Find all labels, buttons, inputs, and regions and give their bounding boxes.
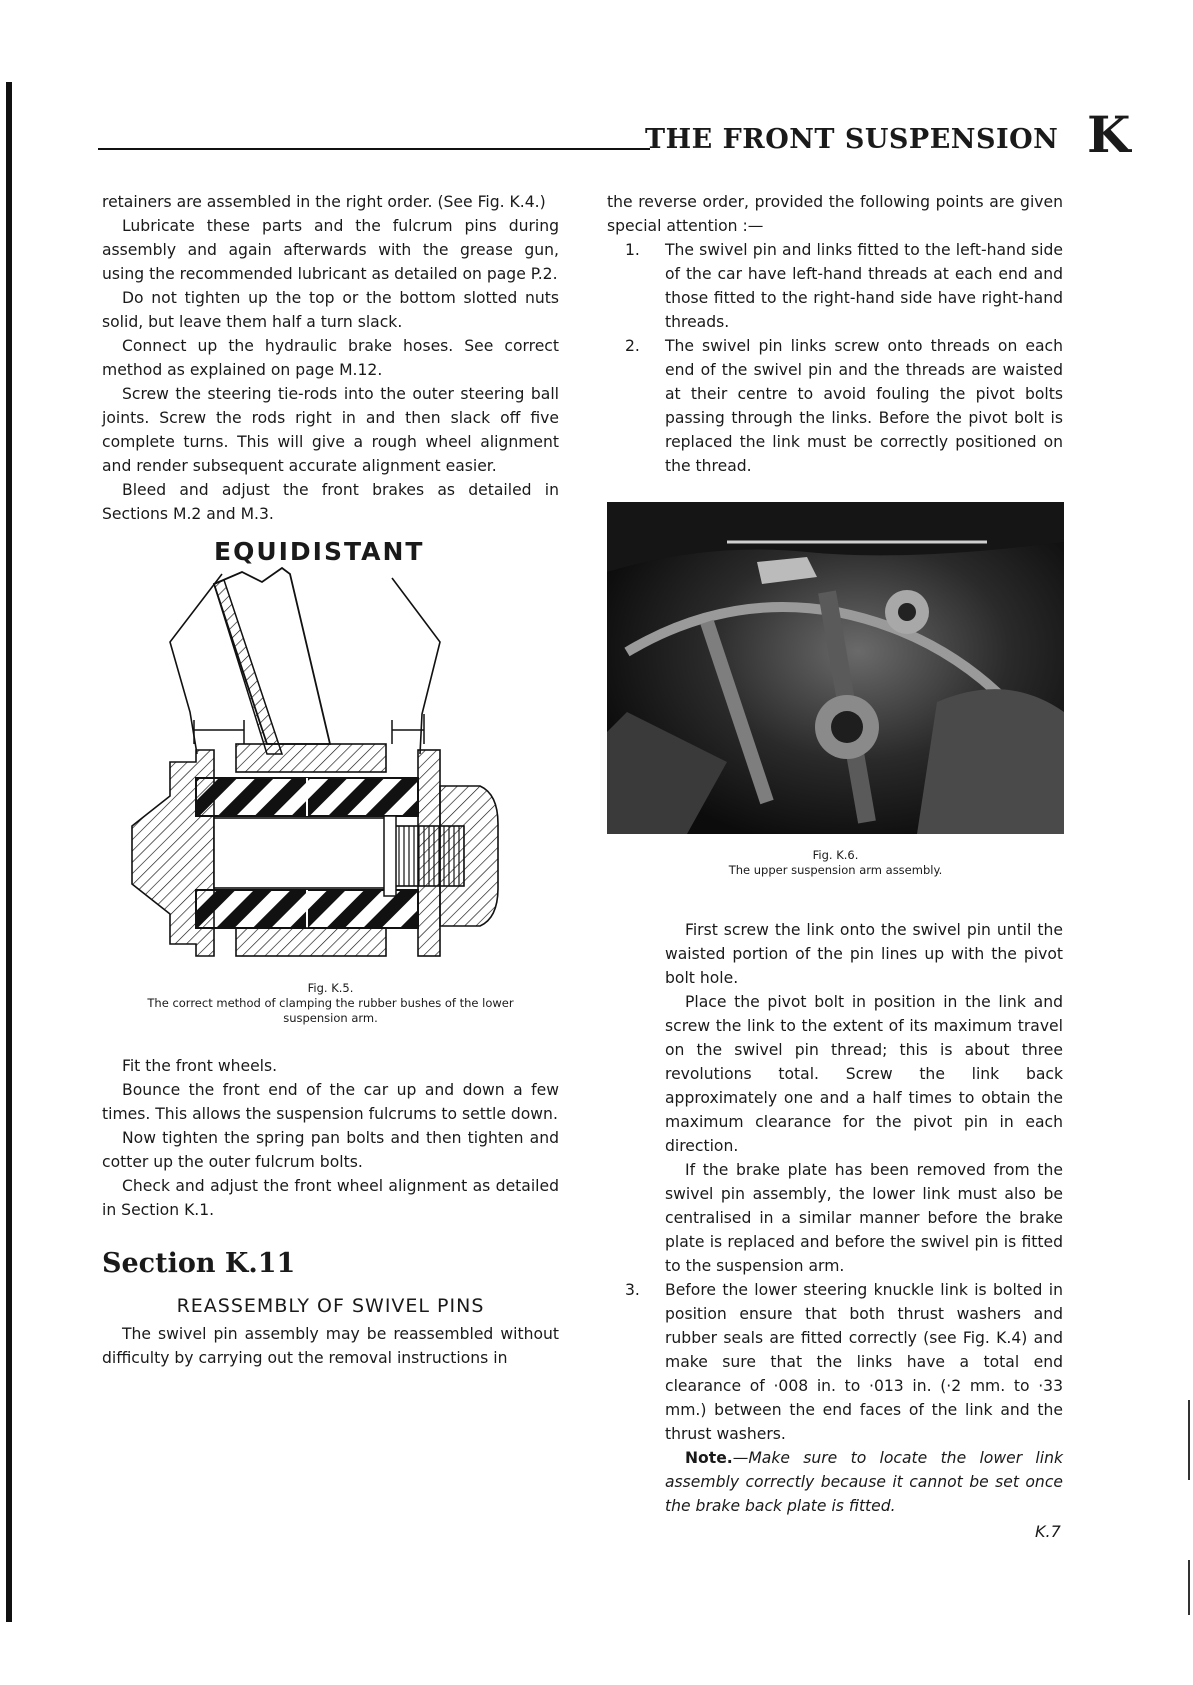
paragraph: Bounce the front end of the car up and down a few times. This allows the suspension fulcrums to settle down.	[102, 1081, 559, 1123]
section-letter: K	[1087, 105, 1131, 164]
paragraph: Screw the steering tie-rods into the outer steering ball joints. Screw the rods right in and then slack off five complete turns. This will give a rough wheel alignment and render subsequent accurate alignment easier.	[102, 385, 559, 475]
upper-suspension-arm-photo	[607, 502, 1064, 834]
figure-label: EQUIDISTANT	[214, 537, 425, 566]
edge-mark	[1188, 1400, 1190, 1480]
figure-k5	[102, 537, 559, 1026]
paragraph: If the brake plate has been removed from the swivel pin assembly, the lower link must also be centralised in a similar manner before the brake plate is replaced and before the swivel pin is fitted to the suspension arm.	[665, 1161, 1063, 1275]
paragraph: the reverse order, provided the following points are given special attention :—	[607, 193, 1063, 235]
figure-caption: The upper suspension arm assembly.	[728, 863, 943, 877]
paragraph: Now tighten the spring pan bolts and then tighten and cotter up the outer fulcrum bolts.	[102, 1129, 559, 1171]
figure-caption-number: Fig. K.5.	[307, 981, 354, 995]
list-number: 2.	[625, 337, 640, 355]
list-number: 3.	[625, 1281, 640, 1299]
paragraph: Fit the front wheels.	[122, 1057, 278, 1075]
right-column-continued	[607, 918, 1063, 1518]
item2-continuation	[607, 918, 1063, 1278]
note-label: Note.	[685, 1449, 733, 1467]
figure-caption-number: Fig. K.6.	[812, 848, 859, 862]
binding-line	[6, 82, 12, 1622]
note	[607, 1446, 1063, 1518]
list-number: 1.	[625, 241, 640, 259]
list-item	[607, 1278, 1063, 1446]
figure-caption: The correct method of clamping the rubber bushes of the lower suspension arm.	[147, 996, 514, 1025]
edge-mark	[1188, 1560, 1190, 1615]
bush-clamping-diagram	[102, 564, 559, 974]
paragraph: Connect up the hydraulic brake hoses. See correct method as explained on page M.12.	[102, 337, 559, 379]
section-heading: Section K.11	[102, 1248, 296, 1279]
paragraph: Lubricate these parts and the fulcrum pins during assembly and again afterwards with the grease gun, using the recommended lubricant as detailed on page P.2.	[102, 217, 559, 283]
list-item	[607, 334, 1063, 478]
list-text: The swivel pin and links fitted to the left-hand side of the car have left-hand threads at each end and those fitted to the right-hand side have right-hand threads.	[665, 241, 1063, 331]
paragraph: Check and adjust the front wheel alignment as detailed in Section K.1.	[102, 1177, 559, 1219]
list-text: Before the lower steering knuckle link is bolted in position ensure that both thrust washers and rubber seals are fitted correctly (see Fig. K.4) and make sure that the links have a total end clearance of ·008 in. to ·013 in. (·2 mm. to ·33 mm.) between the end faces of the link and the thrust washers.	[665, 1281, 1063, 1443]
paragraph: First screw the link onto the swivel pin until the waisted portion of the pin lines up with the pivot bolt hole.	[665, 921, 1063, 987]
sub-heading: REASSEMBLY OF SWIVEL PINS	[176, 1295, 485, 1317]
paragraph: Place the pivot bolt in position in the link and screw the link to the extent of its maximum travel on the swivel pin thread; this is about three revolutions total. Screw the link back approximately one and a half times to obtain the maximum clearance for the pivot pin in each direction.	[665, 993, 1063, 1155]
list-item	[607, 238, 1063, 334]
paragraph: Bleed and adjust the front brakes as detailed in Sections M.2 and M.3.	[102, 481, 559, 523]
after-figure-text	[102, 1054, 559, 1222]
page-title: THE FRONT SUSPENSION	[645, 124, 1059, 155]
paragraph: retainers are assembled in the right order. (See Fig. K.4.)	[102, 193, 546, 211]
right-column	[607, 190, 1063, 478]
figure-k6-caption	[607, 848, 1064, 878]
paragraph: Do not tighten up the top or the bottom slotted nuts solid, but leave them half a turn slack.	[102, 289, 559, 331]
list-text: The swivel pin links screw onto threads on each end of the swivel pin and the threads are waisted at their centre to avoid fouling the pivot bolts passing through the links. Before the pivot bolt is replaced the link must be correctly positioned on the thread.	[665, 337, 1063, 475]
left-column	[102, 190, 559, 1370]
header-rule	[98, 148, 650, 150]
page-number: K.7	[1035, 1522, 1061, 1541]
note-text: —Make sure to locate the lower link assembly correctly because it cannot be set once the brake back plate is fitted.	[665, 1449, 1063, 1515]
paragraph: The swivel pin assembly may be reassembled without difficulty by carrying out the removal instructions in	[102, 1325, 559, 1367]
